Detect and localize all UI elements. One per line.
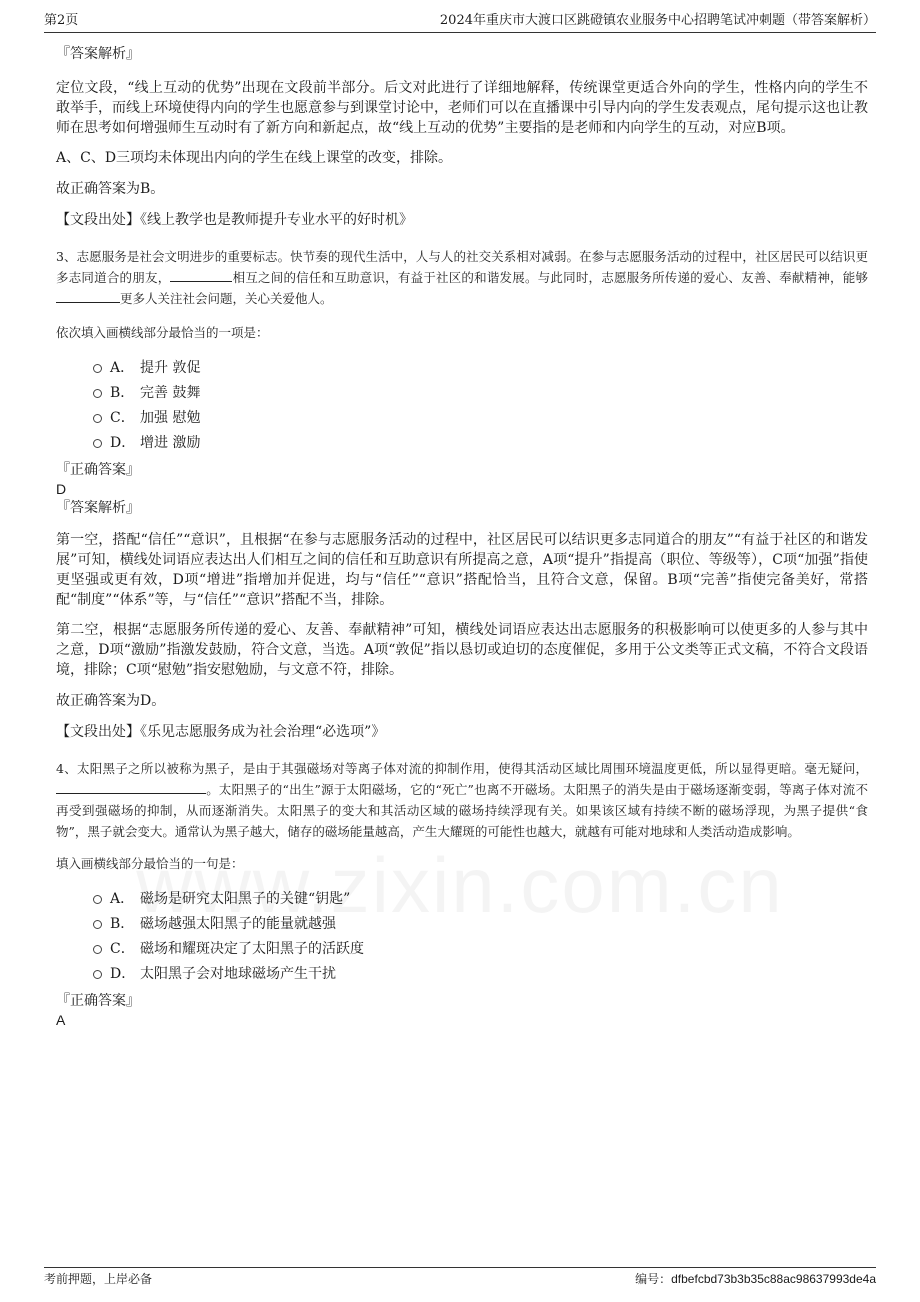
- q4-answer-label: 『正确答案』: [56, 993, 140, 1009]
- q3-analysis-label: 『答案解析』: [56, 500, 140, 516]
- q3-option-c[interactable]: C． 加强 慰勉: [56, 406, 868, 431]
- page-number: 第2页: [44, 13, 79, 28]
- radio-icon[interactable]: [93, 945, 102, 954]
- q3-analysis-paragraph-1: 第一空，搭配“信任”“意识”，且根据“在参与志愿服务活动的过程中，社区居民可以结识更多志同道合的朋友”“有益于社区的和谐发展”可知，横线处词语应表达出人们相互之间的信任和互助意识有所提高之意，A项“提升”指提高（职位、等级等），C项“加强”指使更坚强或更有效，D项“增进”指增加并促进，均与“信任”“意识”搭配恰当，且符合文意，保留。B项“完善”指使完备美好，常搭配“制度”“体系”等，与“信任”“意识”搭配不当，排除。: [56, 532, 868, 608]
- q2-analysis-label: 『答案解析』: [56, 46, 140, 62]
- q3-answer-label: 『正确答案』: [56, 462, 140, 478]
- q4-option-b[interactable]: B． 磁场越强太阳黑子的能量就越强: [56, 912, 868, 937]
- q4-options: [56, 887, 868, 987]
- q3-answer: D: [56, 481, 67, 497]
- q3-source: 【文段出处】《乐见志愿服务成为社会治理“必选项”》: [56, 724, 386, 740]
- page-footer: [44, 1267, 876, 1290]
- q4-stem: 4、太阳黑子之所以被称为黑子，是由于其强磁场对等离子体对流的抑制作用，使得其活动区域比周围环境温度更低，所以显得更暗。毫无疑问，。太阳黑子的“出生”源于太阳磁场，它的“死亡”也离不开磁场。太阳黑子的消失是由于磁场逐渐变弱，等离子体对流不再受到强磁场的抑制，从而逐渐消失。太阳黑子的变大和其活动区域的磁场持续浮现有关。如果该区域有持续不断的磁场浮现，为黑子提供“食物”，黑子就会变大。通常认为黑子越大，储存的磁场能量越高，产生大耀斑的可能性也越大，就越有可能对地球和人类活动造成影响。: [56, 761, 868, 839]
- q3-blank-2: [56, 288, 120, 303]
- radio-icon[interactable]: [93, 364, 102, 373]
- q2-source: 【文段出处】《线上教学也是教师提升专业水平的好时机》: [56, 212, 413, 228]
- q2-analysis-paragraph-2: A、C、D三项均未体现出内向的学生在线上课堂的改变，排除。: [56, 150, 453, 166]
- radio-icon[interactable]: [93, 895, 102, 904]
- radio-icon[interactable]: [93, 414, 102, 423]
- q4-blank: [56, 779, 206, 794]
- q3-blank-1: [170, 267, 232, 282]
- q3-prompt: 依次填入画横线部分最恰当的一项是：: [56, 325, 269, 340]
- q3-option-a[interactable]: A． 提升 敦促: [56, 356, 868, 381]
- footer-slogan: 考前押题，上岸必备: [44, 1272, 153, 1286]
- radio-icon[interactable]: [93, 389, 102, 398]
- q4-option-a[interactable]: A． 磁场是研究太阳黑子的关键“钥匙”: [56, 887, 868, 912]
- page-content: [56, 44, 868, 1029]
- radio-icon[interactable]: [93, 439, 102, 448]
- q3-stem: 3、志愿服务是社会文明进步的重要标志。快节奏的现代生活中，人与人的社交关系相对减弱。在参与志愿服务活动的过程中，社区居民可以结识更多志同道合的朋友， 相互之间的信任和互助意识，有益于社区的和谐发展。与此同时，志愿服务所传递的爱心、友善、奉献精神，能够更多人关注社会问题，关心关爱他人。: [56, 249, 868, 306]
- radio-icon[interactable]: [93, 970, 102, 979]
- q4-option-d[interactable]: D． 太阳黑子会对地球磁场产生干扰: [56, 962, 868, 987]
- document-title: 2024年重庆市大渡口区跳磴镇农业服务中心招聘笔试冲刺题（带答案解析）: [439, 13, 876, 28]
- q3-analysis-paragraph-2: 第二空，根据“志愿服务所传递的爱心、友善、奉献精神”可知，横线处词语应表达出志愿服务的积极影响可以使更多的人参与其中之意，D项“激励”指激发鼓励，符合文意，当选。A项“敦促”指以恳切或迫切的态度催促，多用于公文类等正式文稿，不符合文段语境，排除；C项“慰勉”指安慰勉励，与文意不符，排除。: [56, 622, 868, 678]
- q3-conclusion: 故正确答案为D。: [56, 693, 166, 709]
- q4-answer: A: [56, 1012, 66, 1028]
- document-code: 编号：dfbefcbd73b3b35c88ac98637993de4a: [635, 1272, 876, 1286]
- q4-prompt: 填入画横线部分最恰当的一句是：: [56, 856, 244, 871]
- q3-options: [56, 356, 868, 456]
- q4-option-c[interactable]: C． 磁场和耀斑决定了太阳黑子的活跃度: [56, 937, 868, 962]
- page-header: [44, 12, 876, 33]
- q3-option-b[interactable]: B． 完善 鼓舞: [56, 381, 868, 406]
- q2-conclusion: 故正确答案为B。: [56, 181, 165, 197]
- q3-option-d[interactable]: D． 增进 激励: [56, 431, 868, 456]
- q2-analysis-paragraph-1: 定位文段，“线上互动的优势”出现在文段前半部分。后文对此进行了详细地解释，传统课堂更适合外向的学生，性格内向的学生不敢举手，而线上环境使得内向的学生也愿意参与到课堂讨论中，老师们可以在直播课中引导内向的学生发表观点，尾句提示这也让教师在思考如何增强师生互动时有了新方向和新起点，故“线上互动的优势”主要指的是老师和内向学生的互动，对应B项。: [56, 80, 868, 136]
- radio-icon[interactable]: [93, 920, 102, 929]
